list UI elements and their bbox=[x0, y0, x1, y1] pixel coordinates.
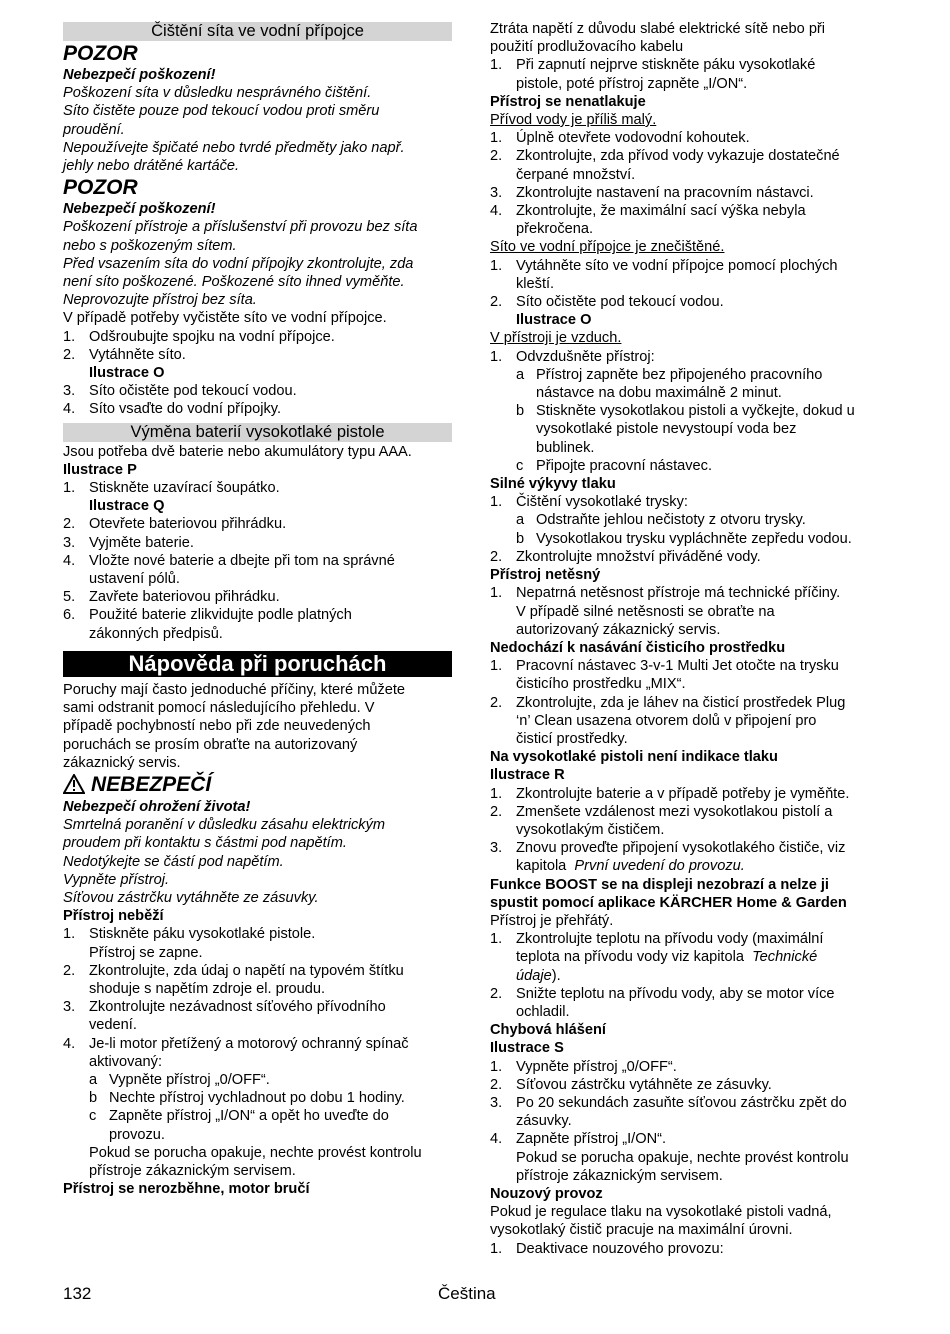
list-item: 1. Odvzdušněte přístroj: bbox=[490, 348, 655, 365]
text-line: čisticí prostředky. bbox=[516, 730, 628, 747]
list-item: 2. Síťovou zástrčku vytáhněte ze zásuvky. bbox=[490, 1076, 772, 1093]
list-item: 2. Zkontrolujte, zda údaj o napětí na typovém štítku bbox=[63, 962, 404, 979]
list-item: 1. Úplně otevřete vodovodní kohoutek. bbox=[490, 130, 750, 147]
illustration-ref: Ilustrace O bbox=[516, 312, 592, 329]
text-line: vysokotlaké pistole nevystoupí voda bez bbox=[536, 421, 797, 438]
list-item: 3. Zkontrolujte nastavení na pracovním nástavci. bbox=[490, 184, 814, 201]
danger-heading: NEBEZPEČÍ bbox=[63, 772, 452, 798]
text-line: vysokotlaký čistič pracuje na maximální úrovni. bbox=[490, 1222, 793, 1239]
text-line: zásuvky. bbox=[516, 1113, 572, 1130]
list-item: 2. Zkontrolujte, zda je láhev na čisticí prostředek Plug bbox=[490, 694, 846, 711]
chapter-title-troubleshooting: Nápověda při poruchách bbox=[63, 651, 452, 677]
list-item: 1. Stiskněte páku vysokotlaké pistole. bbox=[63, 926, 316, 943]
text-line: poruchách se prosím obraťte na autorizovaný bbox=[63, 736, 358, 753]
subsection-title: Přístroj netěsný bbox=[490, 567, 601, 584]
text-line: shoduje s napětím zdroje el. proudu. bbox=[89, 980, 326, 997]
subsection-title: Přístroj se nenatlakuje bbox=[490, 93, 646, 110]
subsection-title: Nedochází k nasávání čisticího prostředku bbox=[490, 639, 786, 656]
text-line: vedení. bbox=[89, 1017, 137, 1034]
footer-language: Čeština bbox=[438, 1284, 496, 1303]
text-line: Poškození síta v důsledku nesprávného čištění. bbox=[63, 85, 372, 102]
right-column bbox=[490, 20, 882, 1258]
text-line: autorizovaný zákaznický servis. bbox=[516, 621, 721, 638]
text-line: údaje). bbox=[516, 967, 561, 984]
text-line: pistole, poté přístroj zapněte „I/ON“. bbox=[516, 75, 748, 92]
list-item: 2. Síto očistěte pod tekoucí vodou. bbox=[490, 294, 724, 311]
list-item: 2. Snižte teplotu na přívodu vody, aby se motor více bbox=[490, 985, 835, 1002]
text-line: Síťovou zástrčku vytáhněte ze zásuvky. bbox=[63, 889, 319, 906]
list-item: 1. Vytáhněte síto ve vodní přípojce pomocí plochých bbox=[490, 257, 838, 274]
text-line: ustavení pólů. bbox=[89, 571, 180, 588]
list-item: 3. Zkontrolujte nezávadnost síťového přívodního bbox=[63, 999, 386, 1016]
text-line: nástavce na dobu maximálně 2 minut. bbox=[536, 385, 782, 402]
text-line: překročena. bbox=[516, 221, 594, 238]
list-item: 4. Zapněte přístroj „I/ON“. bbox=[490, 1131, 667, 1148]
caution-heading: POZOR bbox=[63, 176, 138, 200]
cause-text: V přístroji je vzduch. bbox=[490, 330, 622, 347]
list-item: 1. Vypněte přístroj „0/OFF“. bbox=[490, 1058, 677, 1075]
text-line: V případě silné netěsnosti se obraťte na bbox=[516, 603, 775, 620]
list-item: 1. Stiskněte uzavírací šoupátko. bbox=[63, 480, 280, 497]
text-line: proudem při kontaktu s částmi pod napětím. bbox=[63, 835, 347, 852]
text-line: sami odstranit pomocí následujícího přehledu. V bbox=[63, 700, 375, 717]
left-column bbox=[63, 20, 452, 1198]
list-item: 1. Zkontrolujte baterie a v případě potřeby je vyměňte. bbox=[490, 785, 850, 802]
list-item: 5. Zavřete bateriovou přihrádku. bbox=[63, 589, 280, 606]
list-item: 2. Zmenšete vzdálenost mezi vysokotlakou pistolí a bbox=[490, 803, 833, 820]
text-line: aktivovaný: bbox=[89, 1053, 163, 1070]
text-line: Ztráta napětí z důvodu slabé elektrické sítě nebo při bbox=[490, 21, 826, 37]
list-item: 1. Při zapnutí nejprve stiskněte páku vysokotlaké bbox=[490, 57, 816, 74]
warning-text: Nebezpečí poškození! bbox=[63, 67, 216, 83]
text-line: Jsou potřeba dvě baterie nebo akumulátory typu AAA. bbox=[63, 443, 412, 460]
section-title-sieve-cleaning: Čištění síta ve vodní přípojce bbox=[63, 22, 452, 41]
section-title-battery-change: Výměna baterií vysokotlaké pistole bbox=[63, 423, 452, 442]
cause-text: Síto ve vodní přípojce je znečištěné. bbox=[490, 239, 725, 256]
text-line: V případě potřeby vyčistěte síto ve vodní přípojce. bbox=[63, 310, 387, 327]
text-line: čisticího prostředku „MIX“. bbox=[516, 676, 686, 693]
text-line: Poruchy mají často jednoduché příčiny, které můžete bbox=[63, 681, 406, 698]
text-line: nebo s poškozeným sítem. bbox=[63, 237, 237, 254]
sub-list-item: b Vysokotlakou trysku vypláchněte zepředu vodou. bbox=[516, 530, 852, 547]
sub-list-item: b Nechte přístroj vychladnout po dobu 1 hodiny. bbox=[89, 1090, 405, 1107]
list-item: 4. Zkontrolujte, že maximální sací výška nebyla bbox=[490, 203, 806, 220]
text-line: není síto poškozené. Poškozené síto ihned vyměňte. bbox=[63, 274, 405, 291]
text-line: případě pochybností nebo při zde neuvedených bbox=[63, 718, 371, 735]
text-line: zákaznický servis. bbox=[63, 754, 181, 771]
text-line: Před vsazením síta do vodní přípojky zkontrolujte, zda bbox=[63, 255, 414, 272]
cause-text: Přívod vody je příliš malý. bbox=[490, 112, 657, 129]
caution-heading: POZOR bbox=[63, 42, 138, 65]
subsection-title: Chybová hlášení bbox=[490, 1022, 606, 1039]
list-item: 1. Zkontrolujte teplotu na přívodu vody (maximální bbox=[490, 931, 824, 948]
list-item: 3. Znovu proveďte připojení vysokotlakého čističe, viz bbox=[490, 840, 846, 857]
illustration-ref: Ilustrace P bbox=[63, 461, 137, 478]
text-line: jehly nebo drátěné kartáče. bbox=[63, 158, 240, 175]
list-item: 1. Nepatrná netěsnost přístroje má technické příčiny. bbox=[490, 585, 841, 602]
text-line: Přístroj je přehřátý. bbox=[490, 912, 614, 929]
illustration-ref: Ilustrace O bbox=[89, 365, 165, 382]
warning-text: Nebezpečí poškození! bbox=[63, 201, 216, 218]
page-number: 132 bbox=[63, 1284, 92, 1303]
text-line: zákonných předpisů. bbox=[89, 625, 223, 642]
text-line: Síto čistěte pouze pod tekoucí vodou proti směru bbox=[63, 103, 380, 120]
list-item: 1. Deaktivace nouzového provozu: bbox=[490, 1240, 724, 1257]
subsection-title: Silné výkyvy tlaku bbox=[490, 476, 616, 493]
text-line: Vypněte přístroj. bbox=[63, 871, 169, 888]
illustration-ref: Ilustrace Q bbox=[89, 498, 165, 515]
text-line: vysokotlakým čističem. bbox=[516, 821, 665, 838]
list-item: 4. Je-li motor přetížený a motorový ochranný spínač bbox=[63, 1035, 409, 1052]
list-item: 4. Síto vsaďte do vodní přípojky. bbox=[63, 401, 282, 418]
text-line: ‘n’ Clean usazena otvorem dolů v připojení pro bbox=[516, 712, 817, 729]
text-line: Poškození přístroje a příslušenství při provozu bez síta bbox=[63, 219, 418, 236]
subsection-title: spustit pomocí aplikace KÄRCHER Home & Garden bbox=[490, 894, 847, 911]
list-item: 1. Čištění vysokotlaké trysky: bbox=[490, 494, 688, 511]
text-line: Pokud je regulace tlaku na vysokotlaké pistoli vadná, bbox=[490, 1204, 832, 1221]
text-line: Nepoužívejte špičaté nebo tvrdé předměty jako např. bbox=[63, 139, 405, 156]
warning-triangle-icon bbox=[63, 774, 85, 794]
text-line: Nedotýkejte se částí pod napětím. bbox=[63, 853, 284, 870]
subsection-title: Funkce BOOST se na displeji nezobrazí a nelze ji bbox=[490, 876, 829, 893]
sub-list-item: c Zapněte přístroj „I/ON“ a opět ho uveďte do bbox=[89, 1108, 389, 1125]
text-line: Neprovozujte přístroj bez síta. bbox=[63, 292, 257, 309]
text-line: Pokud se porucha opakuje, nechte provést kontrolu bbox=[89, 1144, 422, 1161]
subsection-title: Na vysokotlaké pistoli není indikace tlaku bbox=[490, 749, 778, 766]
list-item: 3. Vyjměte baterie. bbox=[63, 534, 194, 551]
subsection-title: Přístroj se nerozběhne, motor bručí bbox=[63, 1181, 310, 1198]
text-line: přístroje zákaznickým servisem. bbox=[89, 1162, 296, 1179]
text-line: čerpané množství. bbox=[516, 166, 636, 183]
list-item: 3. Po 20 sekundách zasuňte síťovou zástrčku zpět do bbox=[490, 1094, 847, 1111]
text-line: proudění. bbox=[63, 121, 125, 138]
text-line: kapitola První uvedení do provozu. bbox=[516, 858, 745, 875]
list-item: 2. Otevřete bateriovou přihrádku. bbox=[63, 516, 287, 533]
subsection-title: Přístroj neběží bbox=[63, 908, 164, 925]
warning-text: Nebezpečí ohrožení života! bbox=[63, 798, 251, 815]
list-item: 4. Vložte nové baterie a dbejte při tom na správné bbox=[63, 552, 395, 569]
illustration-ref: Ilustrace S bbox=[490, 1040, 564, 1057]
sub-list-item: c Připojte pracovní nástavec. bbox=[516, 457, 713, 474]
sub-list-item: a Odstraňte jehlou nečistoty z otvoru trysky. bbox=[516, 512, 806, 529]
text-line: ochladil. bbox=[516, 1003, 570, 1020]
text-line: provozu. bbox=[109, 1126, 165, 1143]
subsection-title: Nouzový provoz bbox=[490, 1186, 603, 1202]
list-item: 2. Vytáhněte síto. bbox=[63, 346, 186, 363]
list-item: 3. Síto očistěte pod tekoucí vodou. bbox=[63, 383, 297, 400]
text-line: Přístroj se zapne. bbox=[89, 944, 203, 961]
list-item: 1. Pracovní nástavec 3-v-1 Multi Jet otočte na trysku bbox=[490, 658, 839, 675]
text-line: použití prodlužovacího kabelu bbox=[490, 39, 684, 56]
sub-list-item: a Vypněte přístroj „0/OFF“. bbox=[89, 1071, 270, 1088]
list-item: 6. Použité baterie zlikvidujte podle platných bbox=[63, 607, 352, 624]
list-item: 2. Zkontrolujte, zda přívod vody vykazuje dostatečné bbox=[490, 148, 840, 165]
text-line: Smrtelná poranění v důsledku zásahu elektrickým bbox=[63, 817, 386, 834]
text-line: přístroje zákaznickým servisem. bbox=[516, 1167, 723, 1184]
list-item: 2. Zkontrolujte množství přiváděné vody. bbox=[490, 548, 761, 565]
sub-list-item: b Stiskněte vysokotlakou pistoli a vyčkejte, dokud u bbox=[516, 403, 855, 420]
text-line: kleští. bbox=[516, 275, 555, 292]
text-line: teplota na přívodu vody viz kapitola Technické bbox=[516, 949, 818, 966]
text-line: bublinek. bbox=[536, 439, 595, 456]
list-item: 1. Odšroubujte spojku na vodní přípojce. bbox=[63, 328, 335, 345]
illustration-ref: Ilustrace R bbox=[490, 767, 565, 784]
sub-list-item: a Přístroj zapněte bez připojeného pracovního bbox=[516, 366, 823, 383]
text-line: Pokud se porucha opakuje, nechte provést kontrolu bbox=[516, 1149, 849, 1166]
